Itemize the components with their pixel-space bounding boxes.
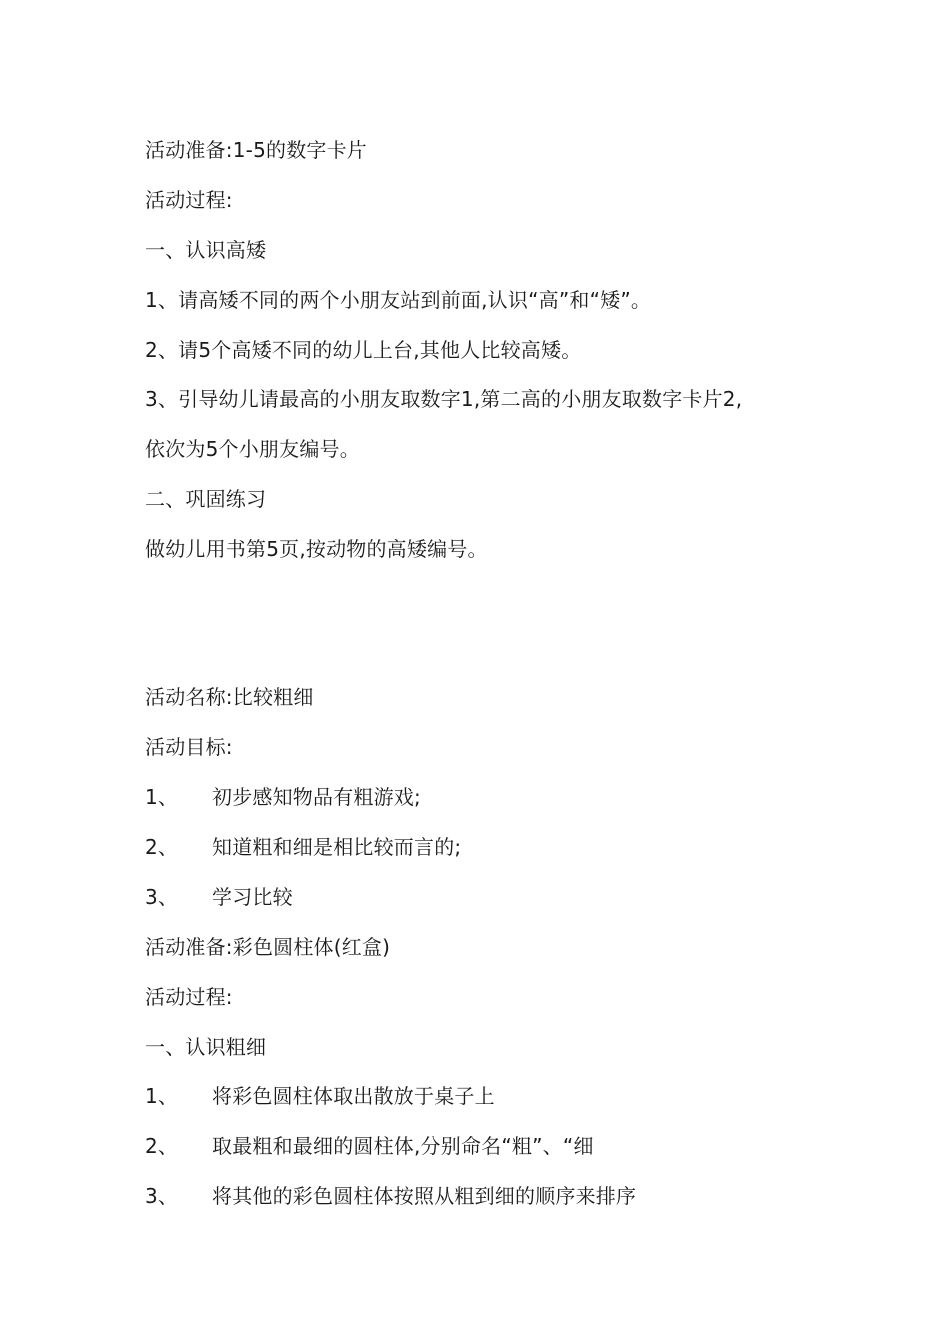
step-item (145, 1182, 636, 1210)
step-item (145, 1082, 495, 1110)
step-text: 将彩色圆柱体取出散放于桌子上 (212, 1084, 495, 1108)
goal-text: 学习比较 (212, 885, 293, 909)
goal-item (145, 833, 461, 861)
activity-prep: 活动准备:彩色圆柱体(红盒) (145, 935, 391, 959)
goal-number: 2、 (145, 835, 179, 859)
step-item: 1、请高矮不同的两个小朋友站到前面,认识“高”和“矮”。 (145, 288, 652, 312)
step-item (145, 1132, 594, 1160)
goal-item (145, 883, 293, 911)
part-heading: 二、巩固练习 (145, 487, 267, 511)
step-item: 2、请5个高矮不同的幼儿上台,其他人比较高矮。 (145, 338, 582, 362)
part-heading: 一、认识高矮 (145, 238, 267, 262)
goal-item (145, 783, 421, 811)
step-text: 将其他的彩色圆柱体按照从粗到细的顺序来排序 (212, 1184, 637, 1208)
part-heading: 一、认识粗细 (145, 1035, 267, 1059)
process-heading: 活动过程: (145, 188, 233, 212)
step-number: 2、 (145, 1134, 179, 1158)
step-number: 1、 (145, 1084, 179, 1108)
practice-text: 做幼儿用书第5页,按动物的高矮编号。 (145, 537, 488, 561)
activity-name: 活动名称:比较粗细 (145, 685, 314, 709)
goals-heading: 活动目标: (145, 735, 233, 759)
step-text: 取最粗和最细的圆柱体,分别命名“粗”、“细 (212, 1134, 594, 1158)
step-number: 3、 (145, 1184, 179, 1208)
goal-number: 3、 (145, 885, 179, 909)
goal-text: 知道粗和细是相比较而言的; (212, 835, 462, 859)
process-heading: 活动过程: (145, 985, 233, 1009)
step-item: 3、引导幼儿请最高的小朋友取数字1,第二高的小朋友取数字卡片2, (145, 387, 743, 411)
activity-prep: 活动准备:1-5的数字卡片 (145, 138, 368, 162)
step-item-continued: 依次为5个小朋友编号。 (145, 437, 360, 461)
goal-text: 初步感知物品有粗游戏; (212, 785, 421, 809)
goal-number: 1、 (145, 785, 179, 809)
